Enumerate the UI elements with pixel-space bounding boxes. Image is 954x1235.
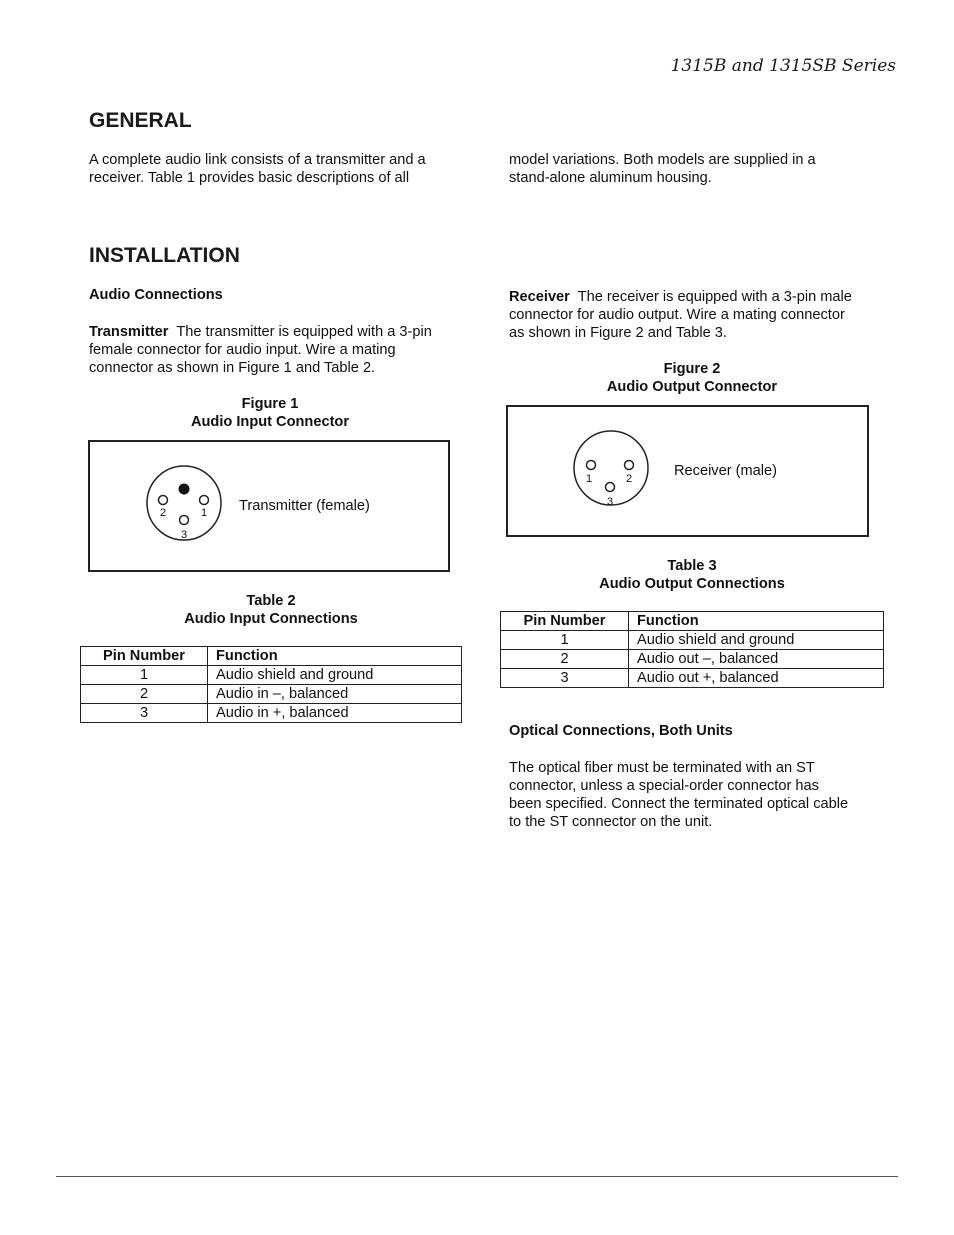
table-header-pin: Pin Number <box>81 647 208 666</box>
optical-heading: Optical Connections, Both Units <box>509 723 733 739</box>
figure2-pin-label: 2 <box>626 473 633 485</box>
transmitter-lead: Transmitter <box>89 324 169 340</box>
table-row <box>81 704 462 723</box>
table3-caption-title: Audio Output Connections <box>599 576 785 592</box>
table-row <box>81 685 462 704</box>
table-row <box>501 631 884 650</box>
table-cell-function: Audio out +, balanced <box>629 669 884 688</box>
male-connector-icon <box>570 427 652 509</box>
receiver-paragraph <box>509 288 854 342</box>
figure1-caption <box>89 395 451 431</box>
table-cell-function: Audio out –, balanced <box>629 650 884 669</box>
table2-caption-title: Audio Input Connections <box>184 611 358 627</box>
general-text-col1: A complete audio link consists of a transmitter and a receiver. Table 1 provides basic descriptions of all <box>89 152 426 186</box>
table-cell-function: Audio in –, balanced <box>208 685 462 704</box>
female-connector-icon <box>144 462 224 544</box>
general-text-col2: model variations. Both models are supplied in a stand-alone aluminum housing. <box>509 152 816 186</box>
table2 <box>80 646 462 723</box>
receiver-text: The receiver is equipped with a 3-pin male connector for audio output. Wire a mating connector as shown in Figure 2 and Table 3. <box>509 289 852 341</box>
table3 <box>500 611 884 688</box>
table3-caption <box>500 557 884 593</box>
figure2-label: Receiver (male) <box>674 463 777 479</box>
figure1-pin-label: 3 <box>181 529 188 541</box>
table-header-pin: Pin Number <box>501 612 629 631</box>
figure2-box <box>506 405 869 537</box>
footer-divider <box>56 1176 898 1177</box>
figure2-pin-label: 1 <box>586 473 593 485</box>
transmitter-paragraph <box>89 323 457 377</box>
table-header-row <box>501 612 884 631</box>
figure1-box <box>88 440 450 572</box>
table-cell-function: Audio in +, balanced <box>208 704 462 723</box>
table3-caption-number: Table 3 <box>667 558 717 574</box>
optical-text: The optical fiber must be terminated with an ST connector, unless a special-order connector has been specified. Connect the terminated optical cable to the ST connector on the unit. <box>509 760 849 830</box>
table-header-function: Function <box>629 612 884 631</box>
figure1-pin-label: 1 <box>201 507 208 519</box>
figure2-caption-title: Audio Output Connector <box>606 379 778 395</box>
receiver-lead: Receiver <box>509 289 570 305</box>
transmitter-text: The transmitter is equipped with a 3-pin female connector for audio input. Wire a mating connector as shown in Figure 1 and Table 2. <box>89 324 432 376</box>
figure2-caption <box>506 360 878 396</box>
figure1-caption-number: Figure 1 <box>241 396 299 412</box>
table-row <box>81 666 462 685</box>
table-header-function: Function <box>208 647 462 666</box>
table-header-row <box>81 647 462 666</box>
table2-caption-number: Table 2 <box>246 593 296 609</box>
figure2-caption-number: Figure 2 <box>663 361 721 377</box>
table-cell-pin: 2 <box>501 650 629 669</box>
table-cell-pin: 3 <box>81 704 208 723</box>
general-heading: GENERAL <box>89 109 192 132</box>
installation-heading: INSTALLATION <box>89 244 240 267</box>
table-cell-pin: 1 <box>81 666 208 685</box>
table-cell-pin: 2 <box>81 685 208 704</box>
table-row <box>501 650 884 669</box>
table2-caption <box>80 592 462 628</box>
series-title: 1315B and 1315SB Series <box>670 56 896 76</box>
table-cell-pin: 1 <box>501 631 629 650</box>
table-row <box>501 669 884 688</box>
figure1-caption-title: Audio Input Connector <box>190 414 350 430</box>
figure1-pin-label: 2 <box>160 507 167 519</box>
figure2-pin-label: 3 <box>607 496 614 508</box>
table-cell-function: Audio shield and ground <box>629 631 884 650</box>
table-cell-pin: 3 <box>501 669 629 688</box>
figure1-label: Transmitter (female) <box>239 498 370 514</box>
table-cell-function: Audio shield and ground <box>208 666 462 685</box>
audio-connections-heading: Audio Connections <box>89 287 223 303</box>
